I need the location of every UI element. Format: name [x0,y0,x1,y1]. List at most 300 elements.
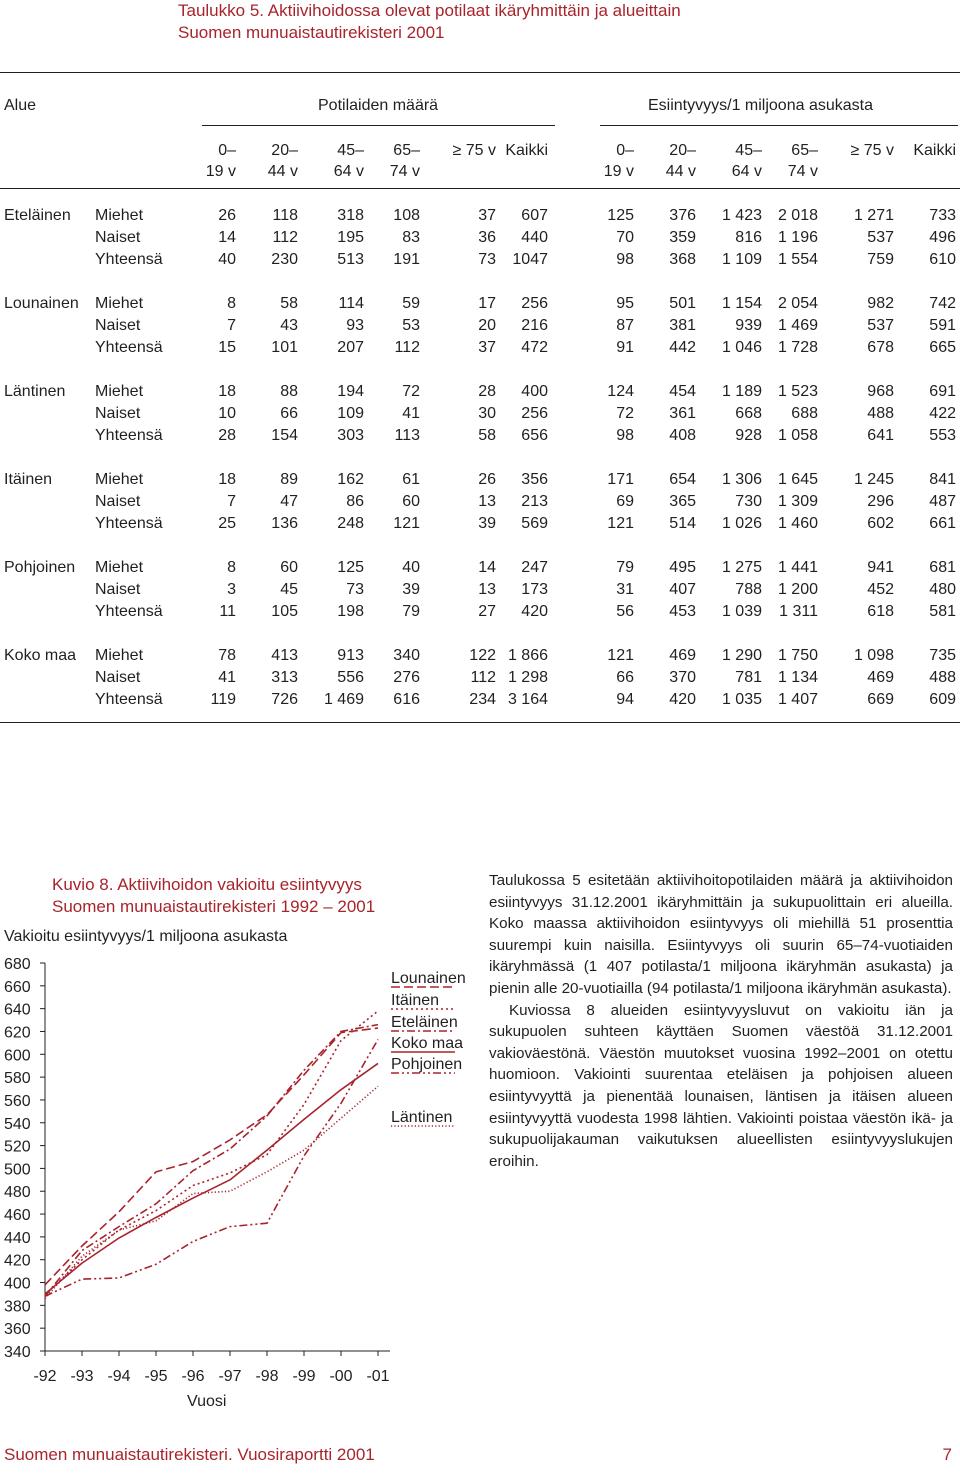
count-cell: 26 [218,207,236,224]
x-tick-label: -93 [70,1368,94,1385]
legend-label: Lounainen [391,970,466,987]
age-label-top: 20– [271,142,298,159]
age-label-top: 0– [616,142,634,159]
rate-cell: 941 [867,559,894,576]
count-cell: 39 [402,581,420,598]
rate-cell: 537 [867,317,894,334]
chart-title [52,874,375,918]
y-tick-label: 540 [4,1115,31,1133]
count-cell: 113 [394,427,420,444]
chart-y-axis-label: Vakioitu esiintyvyys/1 miljoona asukasta [4,928,288,945]
count-cell: 58 [478,427,496,444]
table-title [178,0,681,44]
x-tick-label: -92 [33,1368,57,1385]
x-tick-label: -94 [107,1368,131,1385]
rate-cell: 56 [616,603,634,620]
y-tick-label: 420 [4,1252,31,1270]
rate-cell: 469 [867,669,894,686]
count-cell: 53 [402,317,420,334]
count-cell: 61 [402,471,420,488]
rate-cell: 688 [791,405,818,422]
sex-label: Naiset [95,581,141,598]
count-cell: 198 [337,603,364,620]
rate-cell: 69 [616,493,634,510]
count-cell: 60 [280,559,298,576]
region-name: Eteläinen [4,207,71,224]
age-label-bottom: 44 v [665,163,696,180]
count-cell: 472 [521,339,548,356]
count-cell: 83 [402,229,420,246]
age-label-bottom: 64 v [731,163,762,180]
rate-cell: 1 134 [777,669,818,686]
body-text [489,870,953,1172]
age-label-top: ≥ 75 v [850,142,894,159]
count-cell: 656 [521,427,548,444]
rate-cell: 1 407 [777,691,818,708]
rate-cell: 1 046 [721,339,762,356]
count-cell: 207 [337,339,364,356]
count-cell: 3 164 [507,691,548,708]
age-label-bottom: 64 v [333,163,364,180]
rate-cell: 359 [669,229,696,246]
count-cell: 216 [521,317,548,334]
rate-cell: 87 [616,317,634,334]
rate-cell: 781 [735,669,762,686]
sex-label: Yhteensä [95,339,163,356]
rate-age-column-header [876,140,956,182]
sex-label: Naiset [95,669,141,686]
sex-label: Miehet [95,383,144,400]
rate-cell: 1 309 [777,493,818,510]
legend-label: Itäinen [391,992,440,1009]
age-label-bottom: 19 v [603,163,634,180]
count-cell: 13 [478,493,496,510]
age-label-bottom: 74 v [787,163,818,180]
count-cell: 1047 [512,251,548,268]
count-cell: 1 866 [507,647,548,664]
rate-cell: 618 [867,603,894,620]
chart-x-axis-label: Vuosi [187,1393,227,1410]
body-paragraph-1: Taulukossa 5 esitetään aktiivihoitopotilaiden määrä ja aktiivihoidon esiintyvyys 31.12.2001 ikäryhmittäin ja sukupuolittain eri alueilla. Koko maassa aktiivihoidon esiintyvyys oli miehillä 51 prosenttia suurempi kuin naisilla. Esiintyvyys oli suurin 65–74-vuotiaiden ikäryhmässä (1 407 potilasta/1 miljoona ikäryhmän asukasta) ja pienin alle 20-vuotiailla (94 potilasta/1 miljoona ikäryhmän asukasta). [489,872,953,997]
count-cell: 58 [280,295,298,312]
rate-age-column-header [738,140,818,182]
count-cell: 607 [521,207,548,224]
count-cell: 101 [271,339,298,356]
y-tick-label: 440 [4,1229,31,1247]
count-cell: 45 [280,581,298,598]
rate-cell: 1 109 [721,251,762,268]
rate-cell: 742 [929,295,956,312]
count-cell: 234 [469,691,496,708]
count-cell: 276 [393,669,420,686]
rate-cell: 514 [669,515,696,532]
rate-cell: 72 [616,405,634,422]
rate-cell: 591 [929,317,956,334]
count-cell: 15 [218,339,236,356]
rate-cell: 1 245 [853,471,894,488]
rate-cell: 2 018 [777,207,818,224]
count-cell: 40 [218,251,236,268]
series-line-lounainen [45,1028,378,1285]
rate-cell: 66 [616,669,634,686]
series-line-itainen [45,1011,378,1295]
count-cell: 154 [271,427,298,444]
count-cell: 73 [346,581,364,598]
region-name: Lounainen [4,295,79,312]
rate-cell: 171 [607,471,634,488]
rate-cell: 442 [669,339,696,356]
count-cell: 14 [478,559,496,576]
body-paragraph-2: Kuviossa 8 alueiden esiintyvyysluvut on vakioitu iän ja sukupuolen suhteen käyttäen Suomen väestöä 31.12.2001 vakioväestönä. Väestön muutokset vuosina 1992–2001 on otettu huomioon. Vakiointi suurentaa eteläisen ja pohjoisen alueen esiintyvyyttä ja pienentää lounaisen, läntisen ja itäisen alueen esiintyvyyttä vuodesta 1998 lähtien. Vakiointi poistaa väestön ikä- ja sukupuolijakauman vaikutuksen alueellisten esiintyvyyslukujen eroihin. [489,1001,953,1170]
group-header-rates: Esiintyvyys/1 miljoona asukasta [648,97,873,114]
age-label-top: 45– [337,142,364,159]
rate-cell: 95 [616,295,634,312]
rate-cell: 581 [929,603,956,620]
rate-cell: 70 [616,229,634,246]
rate-cell: 733 [929,207,956,224]
region-name: Pohjoinen [4,559,76,576]
count-cell: 28 [478,383,496,400]
count-cell: 112 [394,339,420,356]
sex-label: Yhteensä [95,603,163,620]
count-cell: 13 [478,581,496,598]
group-rule-counts [202,125,555,126]
rate-cell: 121 [607,647,634,664]
count-cell: 28 [218,427,236,444]
rate-cell: 98 [616,251,634,268]
rate-cell: 1 189 [721,383,762,400]
age-label-top: 20– [669,142,696,159]
rate-cell: 488 [929,669,956,686]
rate-cell: 602 [867,515,894,532]
count-cell: 8 [227,559,236,576]
count-cell: 726 [271,691,298,708]
rate-cell: 361 [669,405,696,422]
x-tick-label: -95 [144,1368,168,1385]
rate-cell: 1 441 [777,559,818,576]
rate-cell: 691 [929,383,956,400]
sex-label: Miehet [95,471,144,488]
x-tick-label: -96 [181,1368,205,1385]
rate-cell: 1 026 [721,515,762,532]
rate-cell: 968 [867,383,894,400]
table-title-line2: Suomen munuaistautirekisteri 2001 [178,23,445,42]
rate-cell: 452 [867,581,894,598]
group-rule-rates [600,125,958,126]
count-cell: 556 [337,669,364,686]
rate-cell: 1 196 [777,229,818,246]
count-cell: 303 [337,427,364,444]
rate-cell: 1 311 [779,603,818,620]
count-cell: 93 [346,317,364,334]
rate-cell: 610 [929,251,956,268]
rate-cell: 420 [669,691,696,708]
rate-cell: 1 460 [777,515,818,532]
rate-cell: 1 306 [721,471,762,488]
age-label-bottom: 74 v [389,163,420,180]
sex-label: Miehet [95,295,144,312]
group-header-counts: Potilaiden määrä [318,97,439,114]
count-cell: 60 [402,493,420,510]
series-line-etelainen [45,1025,378,1297]
rate-cell: 124 [607,383,634,400]
count-cell: 413 [271,647,298,664]
rate-cell: 982 [867,295,894,312]
age-label-bottom [876,161,956,182]
rate-cell: 453 [669,603,696,620]
count-cell: 27 [478,603,496,620]
count-cell: 112 [470,669,496,686]
y-tick-label: 560 [4,1092,31,1110]
count-cell: 400 [521,383,548,400]
count-cell: 122 [469,647,496,664]
count-cell: 1 298 [507,669,548,686]
count-cell: 136 [271,515,298,532]
rate-cell: 1 728 [777,339,818,356]
rate-cell: 1 423 [721,207,762,224]
count-cell: 59 [402,295,420,312]
sex-label: Miehet [95,207,144,224]
count-cell: 440 [521,229,548,246]
y-tick-label: 520 [4,1138,31,1156]
rate-cell: 1 469 [777,317,818,334]
count-cell: 20 [478,317,496,334]
count-cell: 41 [218,669,236,686]
count-cell: 73 [478,251,496,268]
rate-cell: 1 290 [721,647,762,664]
rate-cell: 296 [867,493,894,510]
rate-cell: 381 [669,317,696,334]
y-tick-label: 460 [4,1207,31,1225]
count-cell: 3 [227,581,236,598]
rate-cell: 668 [735,405,762,422]
count-cell: 194 [337,383,364,400]
rate-cell: 681 [929,559,956,576]
count-cell: 78 [218,647,236,664]
count-cell: 162 [337,471,364,488]
rate-cell: 488 [867,405,894,422]
y-tick-label: 360 [4,1321,31,1339]
count-cell: 256 [521,405,548,422]
count-cell: 112 [272,229,298,246]
rate-cell: 939 [735,317,762,334]
sex-label: Yhteensä [95,427,163,444]
age-label-top: 65– [393,142,420,159]
x-tick-label: -98 [255,1368,279,1385]
series-line-pohjoinen [45,1039,378,1296]
rate-cell: 1 523 [777,383,818,400]
table-top-rule [0,72,960,73]
age-label-top: 0– [218,142,236,159]
count-cell: 47 [280,493,298,510]
legend-label: Koko maa [391,1035,464,1052]
count-cell: 17 [478,295,496,312]
rate-cell: 121 [607,515,634,532]
rate-cell: 98 [616,427,634,444]
count-cell: 114 [338,295,364,312]
legend-label: Eteläinen [391,1014,458,1031]
rate-cell: 816 [735,229,762,246]
rate-cell: 1 058 [777,427,818,444]
x-tick-label: -00 [329,1368,353,1385]
rate-cell: 654 [669,471,696,488]
rate-cell: 1 154 [721,295,762,312]
age-label-top: Kaikki [913,142,956,159]
series-line-lantinen [45,1086,378,1298]
y-tick-label: 660 [4,978,31,996]
sex-label: Naiset [95,317,141,334]
count-cell: 248 [337,515,364,532]
rate-cell: 1 271 [853,207,894,224]
count-cell: 119 [210,691,236,708]
sex-label: Naiset [95,493,141,510]
sex-label: Yhteensä [95,691,163,708]
count-cell: 356 [521,471,548,488]
count-cell: 72 [402,383,420,400]
y-tick-label: 400 [4,1275,31,1293]
rate-cell: 1 750 [777,647,818,664]
count-cell: 125 [337,559,364,576]
age-label-top: ≥ 75 v [452,142,496,159]
count-cell: 230 [271,251,298,268]
age-label-bottom [468,161,548,182]
rate-cell: 1 200 [777,581,818,598]
rate-cell: 661 [929,515,956,532]
count-cell: 37 [478,207,496,224]
count-cell: 318 [337,207,364,224]
count-cell: 88 [280,383,298,400]
count-cell: 79 [402,603,420,620]
y-tick-label: 500 [4,1161,31,1179]
rate-cell: 553 [929,427,956,444]
rate-cell: 1 275 [721,559,762,576]
rate-cell: 469 [669,647,696,664]
rate-cell: 759 [867,251,894,268]
rate-cell: 407 [669,581,696,598]
rate-cell: 487 [929,493,956,510]
count-cell: 11 [219,603,236,620]
count-cell: 7 [227,317,236,334]
count-cell: 191 [393,251,420,268]
count-cell: 10 [218,405,236,422]
count-age-column-header [340,140,420,182]
count-cell: 41 [402,405,420,422]
count-cell: 313 [271,669,298,686]
count-cell: 39 [478,515,496,532]
age-label-bottom: 19 v [205,163,236,180]
y-tick-label: 600 [4,1047,31,1065]
rate-cell: 1 035 [721,691,762,708]
rate-cell: 609 [929,691,956,708]
region-name: Itäinen [4,471,53,488]
rate-cell: 91 [616,339,634,356]
footer-publication: Suomen munuaistautirekisteri. Vuosiraportti 2001 [4,1445,375,1464]
rate-cell: 1 098 [853,647,894,664]
count-cell: 513 [337,251,364,268]
sex-label: Naiset [95,405,141,422]
page-number: 7 [942,1445,952,1464]
sex-label: Yhteensä [95,515,163,532]
count-cell: 108 [393,207,420,224]
y-tick-label: 620 [4,1024,31,1042]
rate-cell: 665 [929,339,956,356]
count-cell: 616 [393,691,420,708]
rate-cell: 2 054 [777,295,818,312]
sex-label: Yhteensä [95,251,163,268]
header-bottom-rule [0,188,960,189]
count-cell: 569 [521,515,548,532]
count-cell: 89 [280,471,298,488]
legend-label: Pohjoinen [391,1056,463,1073]
rate-cell: 125 [607,207,634,224]
count-cell: 1 469 [323,691,364,708]
rate-cell: 408 [669,427,696,444]
table-bottom-rule [0,722,960,723]
x-tick-label: -99 [292,1368,316,1385]
rate-cell: 1 039 [721,603,762,620]
rate-cell: 94 [616,691,634,708]
region-name: Läntinen [4,383,66,400]
age-label-top: Kaikki [505,142,548,159]
rate-cell: 730 [735,493,762,510]
count-cell: 86 [346,493,364,510]
rate-cell: 735 [929,647,956,664]
chart-title-line2: Suomen munuaistautirekisteri 1992 – 2001 [52,897,376,916]
count-cell: 105 [271,603,298,620]
rate-cell: 368 [669,251,696,268]
count-cell: 37 [478,339,496,356]
rate-cell: 365 [669,493,696,510]
rate-cell: 641 [867,427,894,444]
count-cell: 195 [337,229,364,246]
count-cell: 25 [218,515,236,532]
age-label-top: 45– [735,142,762,159]
count-cell: 36 [478,229,496,246]
chart-title-line1: Kuvio 8. Aktiivihoidon vakioitu esiintyvyys [52,875,362,894]
count-cell: 118 [272,207,298,224]
count-cell: 26 [478,471,496,488]
count-cell: 247 [521,559,548,576]
table-title-line1: Taulukko 5. Aktiivihoidossa olevat potilaat ikäryhmittäin ja alueittain [178,1,681,20]
y-tick-label: 580 [4,1070,31,1088]
sex-label: Miehet [95,559,144,576]
rate-cell: 31 [616,581,634,598]
age-label-bottom: 44 v [267,163,298,180]
rate-cell: 376 [669,207,696,224]
rate-cell: 454 [669,383,696,400]
count-cell: 7 [227,493,236,510]
col-header-alue: Alue [4,97,37,114]
series-line-koko-maa [45,1063,378,1294]
rate-cell: 1 645 [777,471,818,488]
count-cell: 256 [521,295,548,312]
count-cell: 420 [521,603,548,620]
count-cell: 109 [337,405,364,422]
region-name: Koko maa [4,647,77,664]
count-cell: 40 [402,559,420,576]
count-cell: 121 [393,515,420,532]
y-tick-label: 680 [4,956,31,973]
count-cell: 18 [218,471,236,488]
rate-cell: 1 554 [777,251,818,268]
legend-label: Läntinen [391,1109,453,1126]
rate-cell: 537 [867,229,894,246]
sex-label: Miehet [95,647,144,664]
rate-cell: 501 [669,295,696,312]
rate-cell: 495 [669,559,696,576]
count-cell: 18 [218,383,236,400]
sex-label: Naiset [95,229,141,246]
